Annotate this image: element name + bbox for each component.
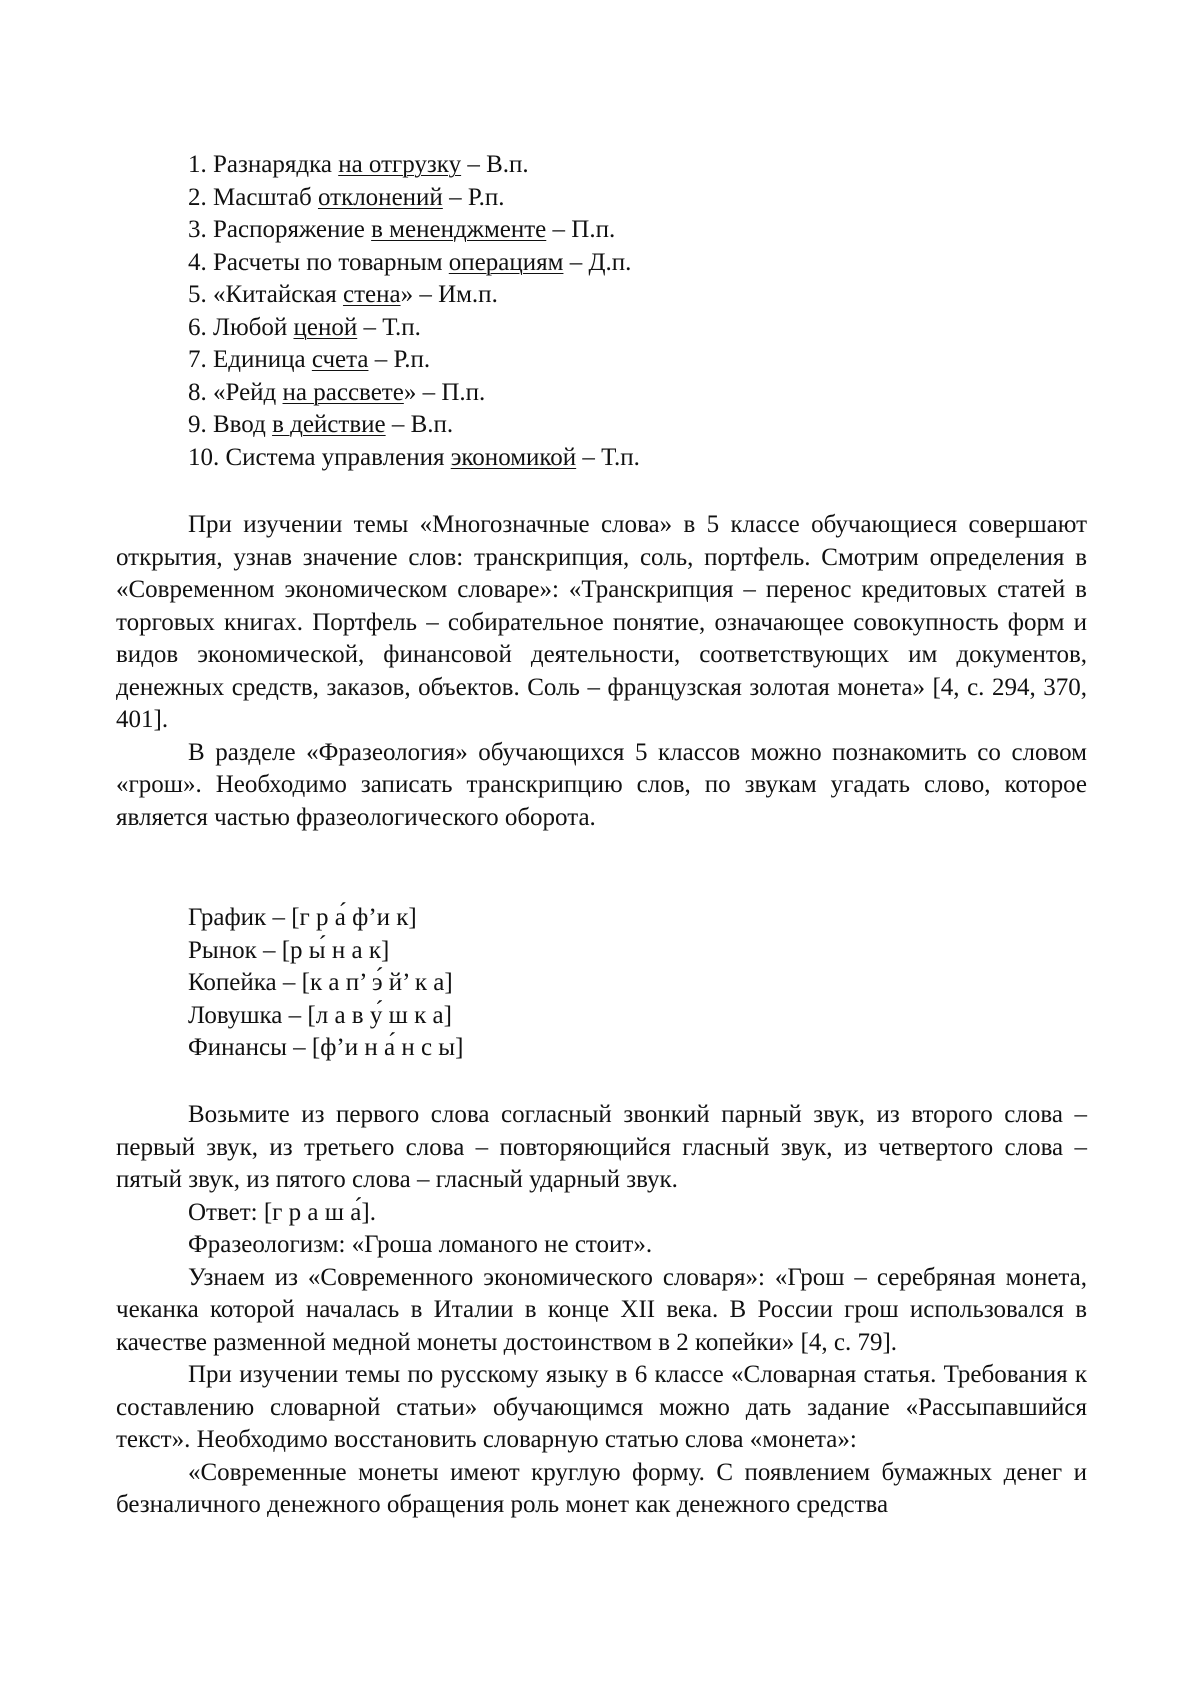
paragraph: Узнаем из «Современного экономического словаря»: «Грош – серебряная монета, чеканка которой началась в Италии в конце XII века. В России грош использовался в качестве разменной медной монеты достоинством в 2 копейки» [4, с. 79]. — [116, 1263, 1087, 1356]
item-number: 6. — [188, 313, 207, 341]
case-list — [188, 149, 640, 474]
item-text: Единица — [213, 346, 312, 373]
case-label: » – Им.п. — [400, 281, 498, 308]
case-label: » – П.п. — [403, 378, 486, 406]
transcription-item: Ловушка – [л а в у́ ш к а] — [188, 1001, 452, 1029]
item-number: 2. — [188, 183, 207, 211]
case-label: – Т.п. — [357, 313, 421, 341]
transcription-item: Финансы – [ф’и н а́ н с ы] — [188, 1034, 464, 1061]
transcription-item: Копейка – [к а п’ э́ й’ к а] — [188, 969, 453, 996]
underlined-word: стена — [342, 281, 401, 308]
case-label: – Д.п. — [563, 248, 632, 276]
item-number: 1. — [188, 151, 207, 178]
case-label: – Р.п. — [368, 346, 431, 373]
case-label: – Р.п. — [442, 183, 505, 211]
underlined-word: ценой — [293, 313, 358, 341]
item-text: «Китайская — [213, 281, 343, 308]
item-text: Масштаб — [213, 183, 318, 211]
underlined-word: на отгрузку — [338, 151, 462, 178]
item-number: 4. — [188, 248, 207, 276]
list-item — [188, 247, 640, 280]
list-item — [188, 214, 640, 247]
phraseologism-line: Фразеологизм: «Гроша ломаного не стоит». — [188, 1231, 653, 1258]
paragraph: Возьмите из первого слова согласный звонкий парный звук, из второго слова – первый звук, из третьего слова – повторяющийся гласный звук, из четвертого слова – пятый звук, из пятого слова – гласный ударный звук. — [116, 1101, 1087, 1193]
paragraph: При изучении темы по русскому языку в 6 классе «Словарная статья. Требования к составлению словарной статьи» обучающимся можно дать задание «Рассыпавшийся текст». Необходимо восстановить словарную статью слова «монета»: — [116, 1361, 1087, 1453]
transcription-item: Рынок – [р ы́ н а к] — [188, 936, 390, 964]
item-text: Система управления — [225, 443, 451, 471]
paragraph: При изучении темы «Многозначные слова» в 5 классе обучающиеся совершают открытия, узнав значение слов: транскрипция, соль, портфель. Смотрим определения в «Современном экономическом словаре»: «Транскрипция – перенос кредитовых статей в торговых книгах. Портфель – собирательное понятие, означающее совокупность форм и видов экономической, финансовой деятельности, соответствующих им документов, денежных средств, заказов, объектов. Соль – французская золотая монета» [4, с. 294, 370, 401]. — [116, 511, 1087, 733]
list-item — [188, 149, 640, 182]
item-number: 10. — [188, 443, 220, 471]
transcription-item: График – [г р а́ ф’и к] — [188, 904, 417, 931]
case-label: – В.п. — [461, 151, 529, 178]
list-item — [188, 182, 640, 215]
underlined-word: операциям — [448, 248, 564, 276]
underlined-word: в действие — [272, 411, 386, 438]
item-text: Расчеты по товарным — [213, 248, 449, 276]
item-text: Ввод — [213, 411, 273, 438]
item-text: Любой — [213, 313, 294, 341]
item-text: Разнарядка — [213, 151, 339, 178]
item-number: 5. — [188, 281, 207, 308]
case-label: – Т.п. — [576, 443, 640, 471]
transcription-list — [188, 902, 463, 1065]
item-number: 3. — [188, 216, 207, 243]
text-block-polysemy — [116, 509, 1087, 834]
case-label: – В.п. — [385, 411, 454, 438]
list-item — [188, 409, 640, 442]
item-text: «Рейд — [213, 378, 283, 406]
underlined-word: отклонений — [317, 183, 443, 211]
answer-line: Ответ: [г р а ш а́]. — [188, 1198, 376, 1226]
text-block-grosh — [116, 1099, 1087, 1522]
item-text: Распоряжение — [213, 216, 372, 243]
paragraph: «Современные монеты имеют круглую форму. С появлением бумажных денег и безналичного денежного обращения роль монет как денежного средства — [116, 1458, 1087, 1518]
list-item — [188, 377, 640, 410]
list-item — [188, 312, 640, 345]
case-label: – П.п. — [546, 216, 616, 243]
underlined-word: на рассвете — [282, 378, 404, 406]
item-number: 9. — [188, 411, 207, 438]
list-item — [188, 442, 640, 475]
item-number: 7. — [188, 346, 207, 373]
underlined-word: экономикой — [450, 443, 577, 471]
underlined-word: в мененджменте — [371, 216, 547, 243]
item-number: 8. — [188, 378, 207, 406]
paragraph: В разделе «Фразеология» обучающихся 5 классов можно познакомить со словом «грош». Необходимо записать транскрипцию слов, по звукам угадать слово, которое является частью фразеологического оборота. — [116, 738, 1087, 831]
list-item — [188, 344, 640, 377]
underlined-word: счета — [311, 346, 369, 373]
list-item — [188, 279, 640, 312]
